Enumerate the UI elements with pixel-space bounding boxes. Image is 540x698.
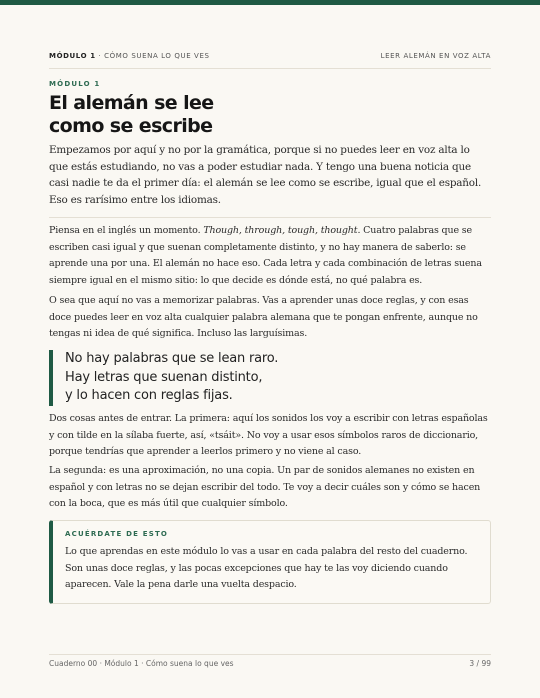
title-line-1: El alemán se lee [49, 92, 214, 114]
paragraph-rules: O sea que aquí no vas a memorizar palabras. Vas a aprender unas doce reglas, y con esas doce puedes leer en voz alta cualquier palabra alemana que te pongan enfrente, aunque no tengas ni idea de qué significa. Incluso las larguísimas. [49, 295, 478, 339]
header-left [49, 52, 210, 60]
quote-line-1: No hay palabras que se lean raro. [65, 351, 279, 366]
footer-title: Cuaderno 00 · Módulo 1 · Cómo suena lo que ves [49, 659, 234, 668]
title-line-2: como se escribe [49, 115, 213, 137]
paragraph-approximation: La segunda: es una aproximación, no una copia. Un par de sonidos alemanes no existen en español y con letras no se dejan escribir del todo. Te voy a decir cuáles son y cómo se hacen con la boca, que es más útil que cualquier símbolo. [49, 465, 481, 509]
quote-line-3: y lo hacen con reglas fijas. [65, 388, 233, 403]
header-separator: · [95, 52, 105, 60]
footer-divider [49, 654, 491, 655]
section-divider [49, 217, 491, 218]
header-module: MÓDULO 1 [49, 52, 96, 60]
reminder-callout [49, 520, 491, 604]
page-footer [49, 659, 491, 668]
section-eyebrow: MÓDULO 1 [49, 80, 101, 88]
page-number: 3 / 99 [469, 659, 491, 668]
header-right: LEER ALEMÁN EN VOZ ALTA [380, 52, 491, 60]
header-divider [49, 68, 491, 69]
quote-line-2: Hay letras que suenan distinto, [65, 369, 263, 385]
page-title [49, 92, 369, 138]
top-accent-bar [0, 0, 540, 5]
paragraph-notation: Dos cosas antes de entrar. La primera: aquí los sonidos los voy a escribir con letras españolas y con tilde en la sílaba fuerte, así, «tsáit». No voy a usar esos símbolos raros de diccionario, porque tendrías que aprender a leerlos primero y no viene al caso. [49, 413, 488, 457]
lead-paragraph: Empezamos por aquí y no por la gramática, porque si no puedes leer en voz alta lo que estás estudiando, no vas a poder estudiar nada. Y tengo una buena noticia que casi nadie te da el primer día: el alemán se lee como se escribe, igual que el español. Eso es rarísimo entre los idiomas. [49, 144, 482, 206]
p1-before: Piensa en el inglés un momento. [49, 225, 204, 236]
paragraph-english-comparison [49, 223, 491, 289]
p1-italic-examples: Though, through, tough, thought [203, 225, 358, 236]
pull-quote [49, 350, 479, 406]
callout-text: Lo que aprendas en este módulo lo vas a usar en cada palabra del resto del cuaderno. Son unas doce reglas, y las pocas excepciones que hay te las voy diciendo cuando aparecen. Vale la pena darle una vuelta despacio. [65, 546, 468, 590]
p1-after: . Cuatro palabras que se escriben casi igual y que suenan completamente distinto, y no hay manera de saberlo: se aprende una por una. El alemán no hace eso. Cada letra y cada combinación de letras suena siempre igual en el mismo sitio: lo que decide es dónde está, no qué palabra es. [49, 225, 482, 286]
running-header [49, 52, 491, 60]
header-module-title: CÓMO SUENA LO QUE VES [104, 52, 210, 60]
callout-label: ACUÉRDATE DE ESTO [65, 530, 169, 538]
